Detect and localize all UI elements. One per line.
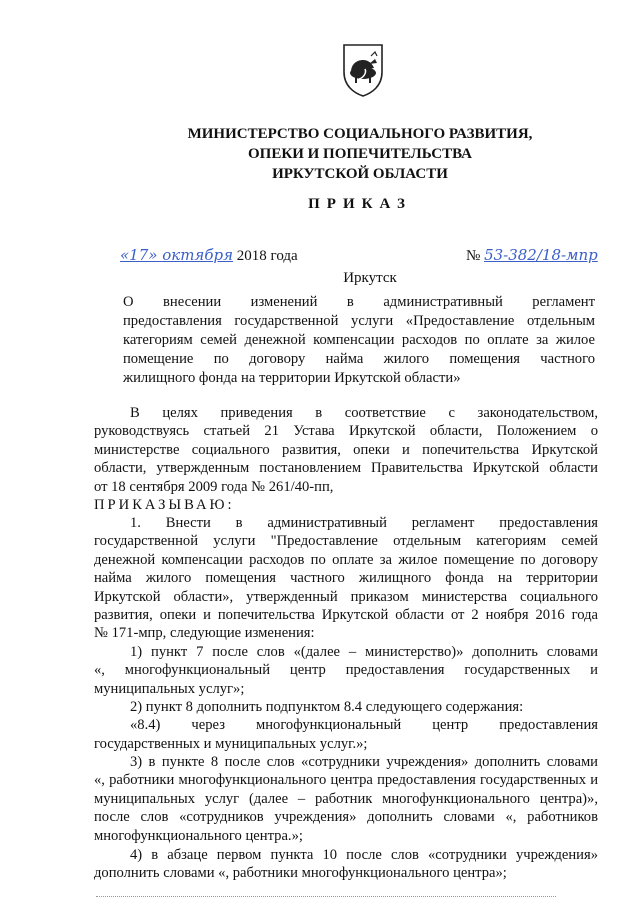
preamble-line: области, утвержденным постановлением Правительства Иркутской области <box>94 460 598 477</box>
preamble-line: министерстве социального развития, опеки и попечительства Иркутской <box>94 441 598 458</box>
subitem-2-line: «8.4) через многофункциональный центр предоставления <box>130 717 598 734</box>
item-1-line: Иркутской области», утвержденный приказом министерства социального <box>94 588 598 605</box>
preamble-line: руководствуясь статьей 21 Устава Иркутской области, Положением о <box>94 423 598 440</box>
preamble-line: В целях приведения в соответствие с законодательством, <box>130 405 598 421</box>
coat-of-arms-icon <box>341 42 385 98</box>
subitem-3-line: после слов «сотрудников учреждения» дополнить словами «, работников <box>94 809 598 826</box>
handwritten-number: 53-382/18-мпр <box>484 246 598 264</box>
ministry-name-line-3: ИРКУТСКОЙ ОБЛАСТИ <box>272 166 448 182</box>
preamble-line: от 18 сентября 2009 года № 261/40-пп, <box>94 478 334 495</box>
subitem-3-line: 3) в пункте 8 после слов «сотрудники учреждения» дополнить словами <box>130 754 598 770</box>
ministry-name-line-1: МИНИСТЕРСТВО СОЦИАЛЬНОГО РАЗВИТИЯ, <box>187 126 533 142</box>
subitem-3-line: многофункционального центра.»; <box>94 827 303 844</box>
date-year: 2018 года <box>236 248 298 264</box>
subitem-3-line: «, работники многофункционального центра предоставления государственных и <box>94 772 598 789</box>
item-1-line: 1. Внести в административный регламент предоставления <box>130 515 598 531</box>
handwritten-date: «17» октября <box>120 246 234 264</box>
item-1-line: развития, опеки и попечительства Иркутской области от 2 ноября 2016 года <box>94 607 598 624</box>
city-name: Иркутск <box>343 270 397 286</box>
subitem-4-line: дополнить словами «, работники многофункционального центра»; <box>94 865 507 882</box>
order-subject <box>123 293 595 388</box>
subitem-1-line: муниципальных услуг»; <box>94 680 245 697</box>
document-type-title: ПРИКАЗ <box>308 196 412 212</box>
order-word: ПРИКАЗЫВАЮ: <box>94 497 235 514</box>
subitem-2-line: государственных и муниципальных услуг.»; <box>94 735 368 752</box>
subject-line: помещение по договору найма жилого помещения частного <box>123 351 595 367</box>
subitem-4 <box>94 846 598 883</box>
item-1-line: денежной компенсации расходов по оплате за жилое помещение по договору <box>94 551 598 568</box>
subitem-4-line: 4) в абзаце первом пункта 10 после слов «сотрудники учреждения» <box>130 847 598 863</box>
item-1-line: № 171-мпр, следующие изменения: <box>94 625 315 642</box>
subitem-1-line: 1) пункт 7 после слов «(далее – министерство)» дополнить словами <box>130 644 598 660</box>
subject-line: О внесении изменений в административный регламент <box>123 294 595 310</box>
order-number <box>466 246 598 265</box>
item-1 <box>94 514 598 643</box>
subitem-3-line: муниципальных услуг (далее – работник многофункционального центра)», <box>94 790 598 807</box>
subject-line: жилищного фонда на территории Иркутской области» <box>123 370 461 386</box>
subitem-2 <box>94 698 598 753</box>
order-date <box>120 246 298 265</box>
subitem-1-line: «, многофункциональный центр предоставления государственных и <box>94 662 598 679</box>
number-label: № <box>466 248 481 264</box>
subject-line: категориям семей денежной компенсации расходов по оплате за жилое <box>123 332 595 348</box>
item-1-line: найма жилого помещения частного жилищного фонда на территории <box>94 570 598 587</box>
subject-line: предоставления государственной услуги «Предоставление отдельным <box>123 313 595 329</box>
preamble <box>94 404 598 514</box>
ministry-name-line-2: ОПЕКИ И ПОПЕЧИТЕЛЬСТВА <box>248 146 472 162</box>
subitem-3 <box>94 753 598 845</box>
page-bottom-edge <box>96 896 556 898</box>
subitem-1 <box>94 643 598 698</box>
item-1-line: государственной услуги "Предоставление отдельным категориям семей <box>94 533 598 550</box>
subitem-2-line: 2) пункт 8 дополнить подпунктом 8.4 следующего содержания: <box>130 699 524 715</box>
